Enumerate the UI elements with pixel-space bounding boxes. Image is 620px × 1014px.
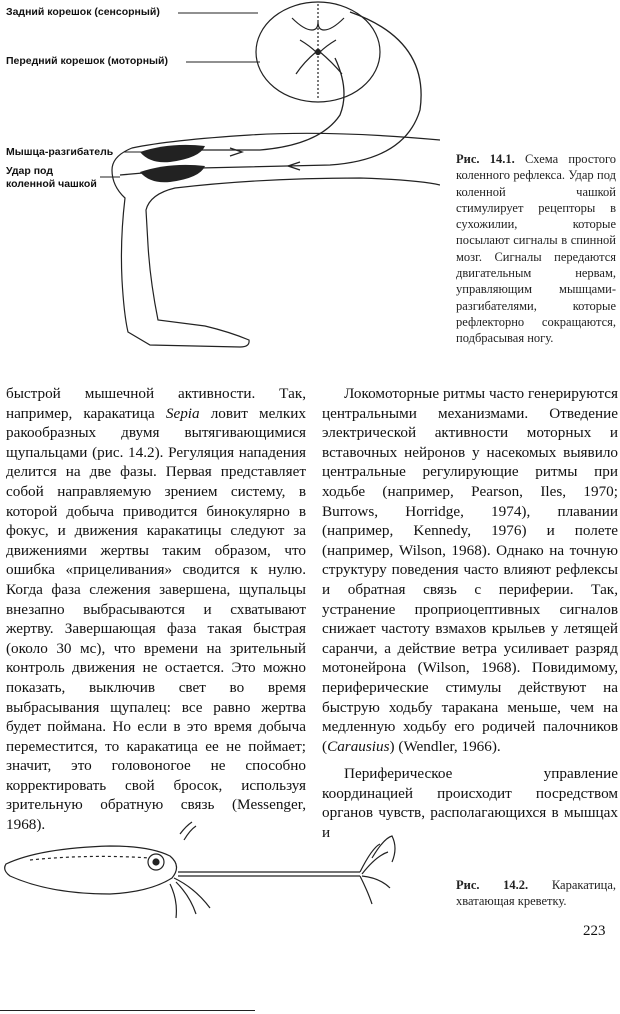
figure-2-caption <box>456 877 616 910</box>
label-ventral-root: Передний корешок (моторный) <box>6 55 168 67</box>
figure-1-caption-text: Схема простого коленного рефлекса. Удар под коленной чашкой стимулирует рецепторы в сухожилии, которые посылают сигналы в спинной мозг. Сигналы передаются двигательным нервам, управляющим мышцами-разгибателями, которые рефлекторно сокращаются, подбрасывая ногу. <box>456 152 617 346</box>
left-paragraph-part-b: ловит мелких ракообразных двумя вытягивающимися щупальцами (рис. 14.2). Регуляция нападения делится на две фазы. Первая представляет собой направляемую зрением систему, в которой добыча приводится бинокулярно в фокус, и движения каракатицы следуют за движениями жертвы таким образом, что ошибка «прицеливания» сводится к нулю. Когда фаза слежения завершена, щупальцы внезапно выбрасываются и схватывают жертву. Завершающая фаза такая быстрая (около 30 мс), что времени на зрительный контроль движения не остается. Это можно показать, выключив свет во время выбрасывания щупалец: все равно жертва будет поймана. Но если в это время добыча переместится, то каракатица ее не поймает; значит, это головоногое не способно корректировать свой бросок, используя зрительную обратную связь (Messenger, 1968). <box>6 404 306 834</box>
right-text-column <box>322 384 618 843</box>
figure-1-caption-number: Рис. 14.1. <box>456 152 515 166</box>
figure-2-caption-text: Каракатица, хватающая креветку. <box>456 878 617 909</box>
page-number: 223 <box>583 923 606 939</box>
left-paragraph-part-a: быстрой мышечной активности. Так, например, каракатица <box>6 385 306 422</box>
cuttlefish-illustration <box>0 818 420 928</box>
extensor-muscle <box>140 145 205 182</box>
label-tap-line1: Удар под <box>6 165 53 177</box>
label-dorsal-root: Задний корешок (сенсорный) <box>6 6 160 18</box>
bottom-rule <box>0 1010 255 1011</box>
label-tap-line2: коленной чашкой <box>6 178 97 190</box>
right-paragraph-2: Периферическое управление координацией происходит посредством органов чувств, располагающихся в мышцах и <box>322 765 618 842</box>
right-paragraph-1-text: Локомоторные ритмы часто генерируются центральными механизмами. Отведение электрической активности моторных и вставочных нейронов у насекомых выявило центральные регулирующие ритмы при ходьбе (например, Pearson, Iles, 1970; Burrows, Horridge, 1974), плавании (например, Kennedy, 1976) и полете (например, Wilson, 1968). Однако на точную структуру поведения часто влияют рефлексы и обратная связь с периферии. Так, устранение проприоцептивных сигналов снижает частоту взмахов крыльев у летящей саранчи, а действие ветра усиливает разряд мотонейрона (Wilson, 1968). Повидимому, периферические стимулы действуют на быструю ходьбу таракана меньше, чем на медленную ходьбу его родичей палочников ( <box>322 385 618 755</box>
label-extensor-muscle: Мышца-разгибатель <box>6 146 114 158</box>
right-paragraph-1-end: ) (Wendler, 1966). <box>389 737 501 755</box>
species-sepia: Sepia <box>165 404 200 422</box>
species-carausius: Carausius <box>327 737 390 755</box>
figure-1-caption <box>456 151 616 347</box>
right-paragraph-1 <box>322 384 618 756</box>
leg-outline <box>112 133 440 347</box>
left-text-column <box>6 384 306 835</box>
left-paragraph <box>6 384 306 835</box>
figure-2-caption-number: Рис. 14.2. <box>456 878 529 892</box>
